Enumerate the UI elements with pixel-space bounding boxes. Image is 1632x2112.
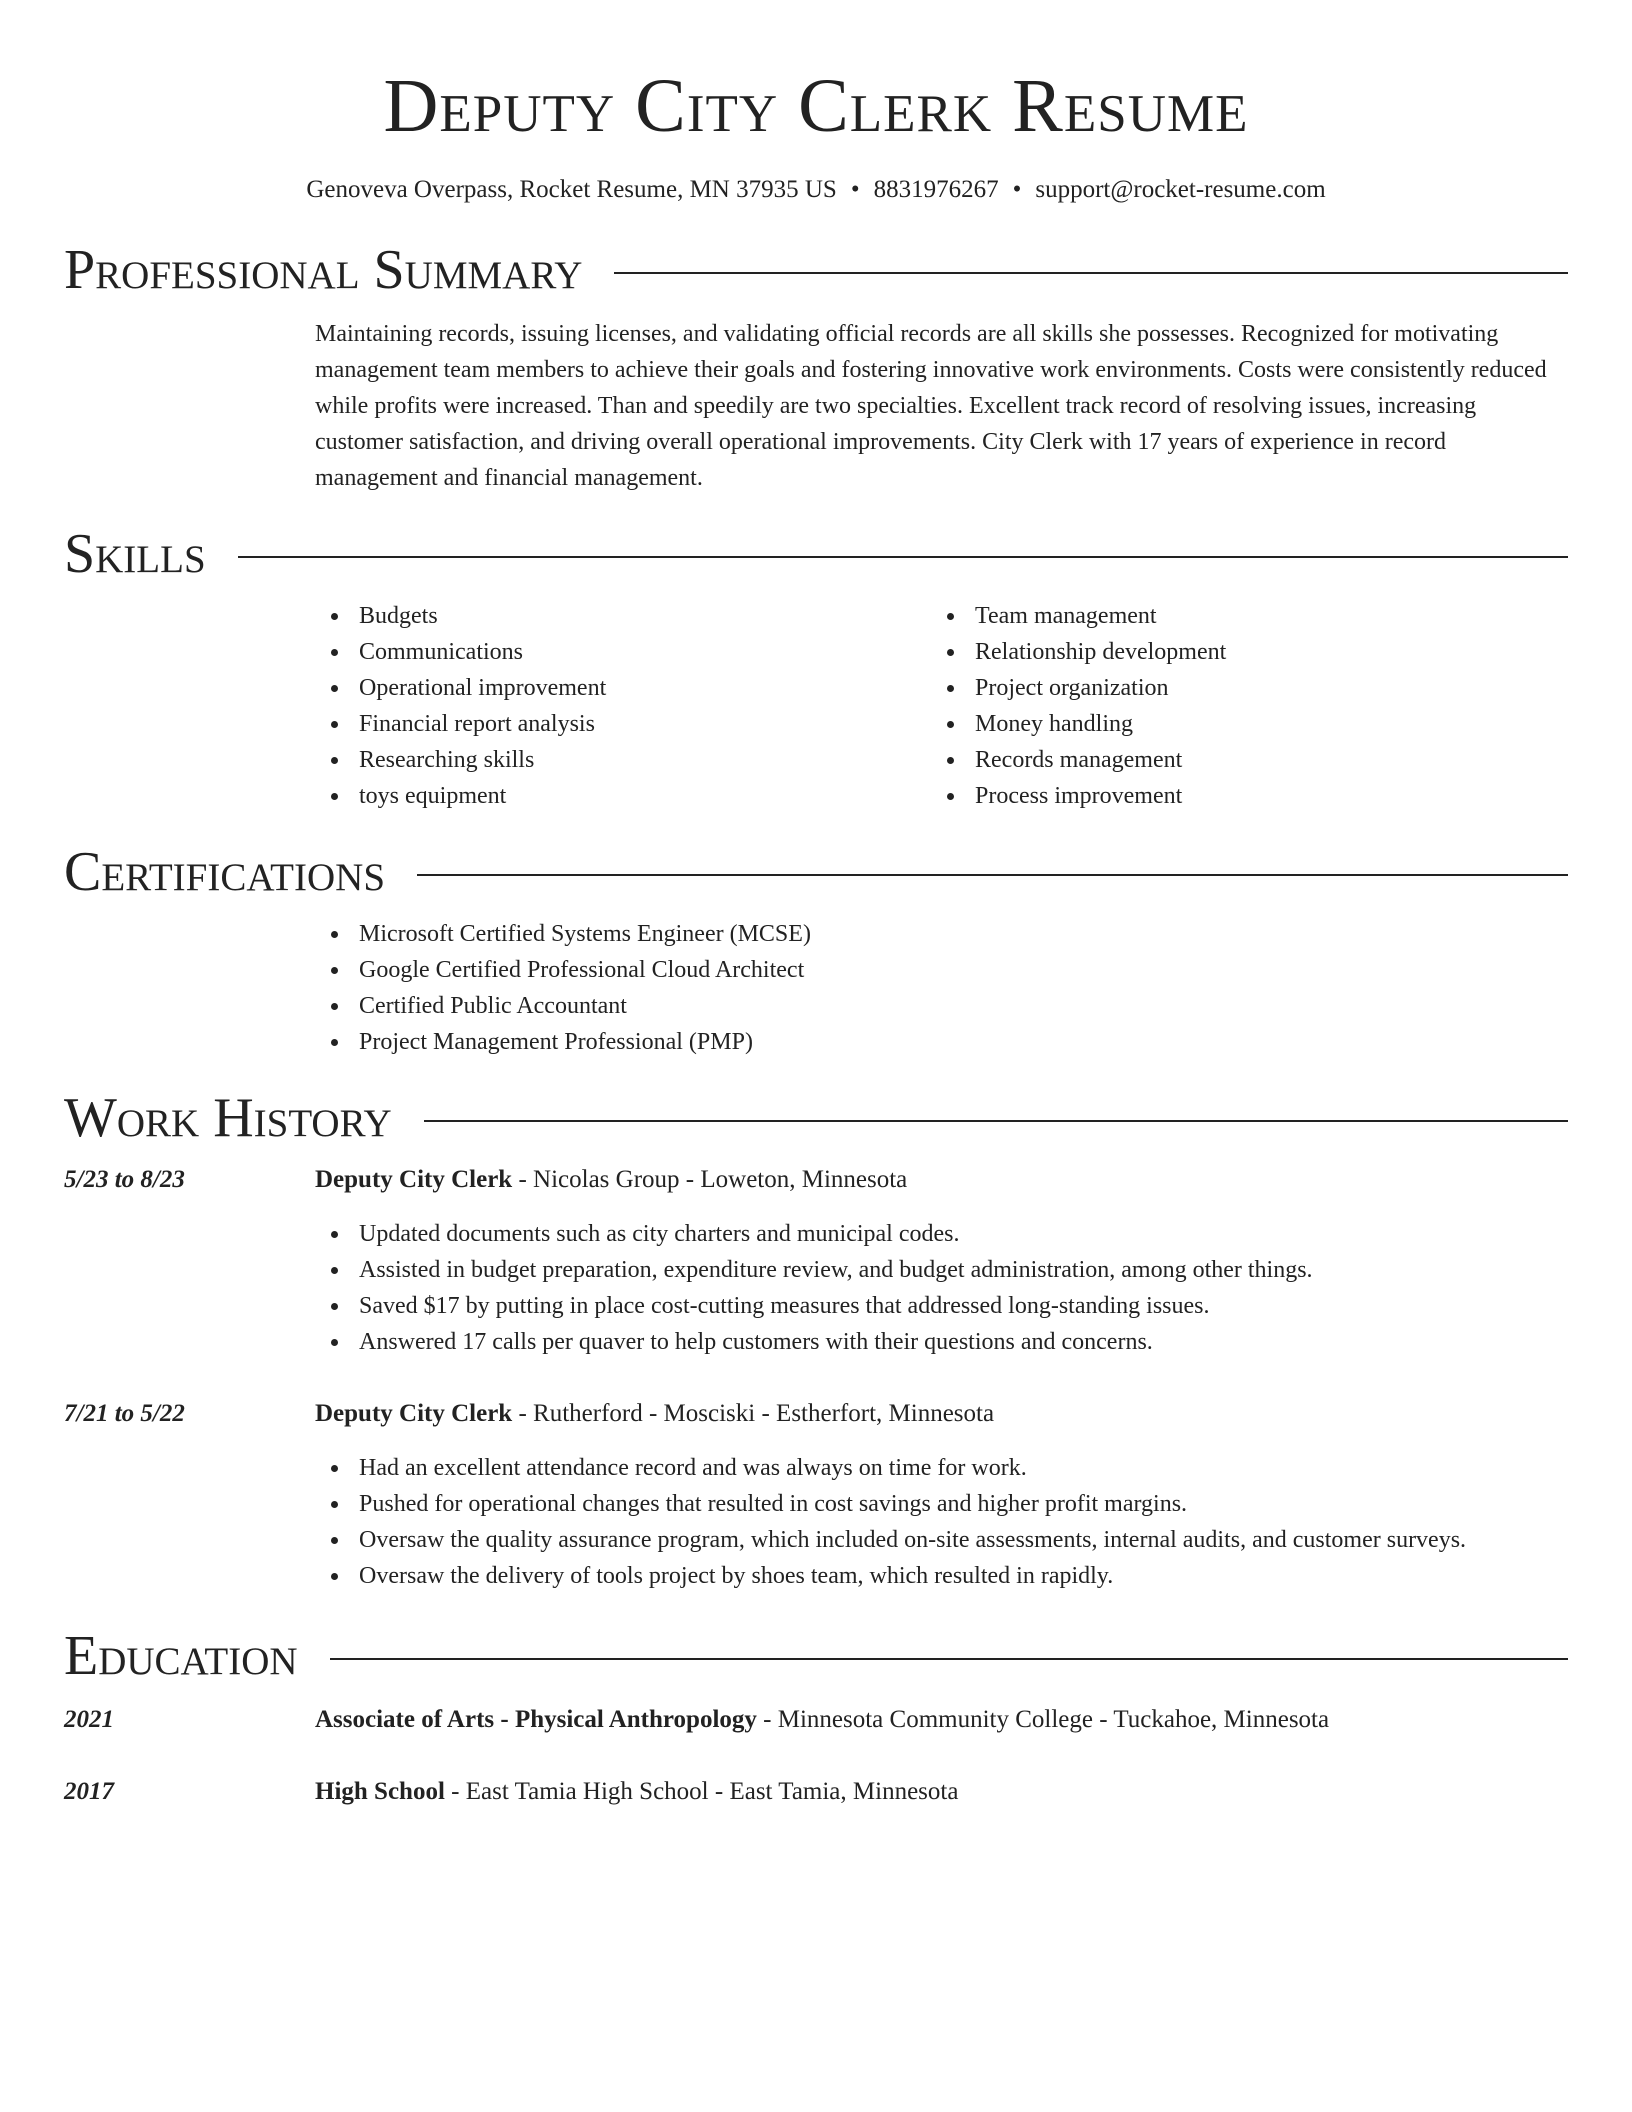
- work-duty: Pushed for operational changes that resulted in cost savings and higher profit margins.: [315, 1486, 1568, 1522]
- skills-heading: Skills: [64, 523, 206, 585]
- skill-item: Records management: [931, 742, 1547, 778]
- skill-item: Relationship development: [931, 634, 1547, 670]
- work-duty: Oversaw the quality assurance program, which included on-site assessments, internal audits, and customer surveys.: [315, 1522, 1568, 1558]
- skill-item: Communications: [315, 634, 931, 670]
- work-duty: Had an excellent attendance record and was always on time for work.: [315, 1450, 1568, 1486]
- certification-item: Certified Public Accountant: [315, 988, 1568, 1024]
- summary-text: Maintaining records, issuing licenses, and validating official records are all skills she possesses. Recognized for motivating management team members to achieve their goals and fostering innovative work environments. Costs were consistently reduced while profits were increased. Than and speedily are two specialties. Excellent track record of resolving issues, increasing customer satisfaction, and driving overall operational improvements. City Clerk with 17 years of experience in record management and financial management.: [315, 321, 1547, 491]
- education-year: 2017: [64, 1778, 114, 1805]
- contact-address: Genoveva Overpass, Rocket Resume, MN 37935 US: [306, 176, 837, 203]
- certifications-section: [64, 840, 1568, 1060]
- education-section: [64, 1624, 1568, 1810]
- section-divider: [424, 1120, 1568, 1122]
- summary-heading: Professional Summary: [64, 239, 583, 301]
- summary-section: [64, 238, 1568, 496]
- resume-page: [64, 0, 1568, 1810]
- skill-item: Researching skills: [315, 742, 931, 778]
- education-school: - East Tamia High School - East Tamia, Minnesota: [444, 1778, 959, 1805]
- certifications-list: [315, 916, 1568, 1060]
- certifications-header: [64, 840, 1568, 904]
- education-degree: High School: [315, 1778, 445, 1805]
- education-year: 2021: [64, 1706, 114, 1733]
- certification-item: Project Management Professional (PMP): [315, 1024, 1568, 1060]
- skill-item: toys equipment: [315, 778, 931, 814]
- skills-header: [64, 522, 1568, 586]
- skill-item: Process improvement: [931, 778, 1547, 814]
- education-degree: Associate of Arts - Physical Anthropology: [315, 1706, 757, 1733]
- education-entry-row: [64, 1774, 1568, 1810]
- skills-grid: [315, 598, 1568, 814]
- work-duty: Updated documents such as city charters and municipal codes.: [315, 1216, 1568, 1252]
- work-title-line: [315, 1396, 1568, 1432]
- contact-separator: •: [1012, 176, 1022, 203]
- work-history-section: [64, 1086, 1568, 1594]
- work-duty: Saved $17 by putting in place cost-cutting measures that addressed long-standing issues.: [315, 1288, 1568, 1324]
- resume-title: Deputy City Clerk Resume: [383, 64, 1249, 148]
- education-entry-row: [64, 1702, 1568, 1738]
- work-entry-header: [64, 1396, 1568, 1432]
- skills-column-left: [315, 598, 931, 814]
- section-divider: [330, 1658, 1568, 1660]
- certifications-heading: Certifications: [64, 841, 386, 903]
- education-heading: Education: [64, 1625, 298, 1687]
- skill-item: Financial report analysis: [315, 706, 931, 742]
- education-title-line: [315, 1702, 1568, 1738]
- work-duty: Assisted in budget preparation, expenditure review, and budget administration, among other things.: [315, 1252, 1568, 1288]
- work-dates: 7/21 to 5/22: [64, 1400, 185, 1427]
- work-dates: 5/23 to 8/23: [64, 1166, 185, 1193]
- certification-item: Microsoft Certified Systems Engineer (MCSE): [315, 916, 1568, 952]
- work-duty: Answered 17 calls per quaver to help customers with their questions and concerns.: [315, 1324, 1568, 1360]
- skill-item: Project organization: [931, 670, 1547, 706]
- skill-item: Operational improvement: [315, 670, 931, 706]
- work-role: Deputy City Clerk: [315, 1400, 513, 1427]
- contact-line: [64, 174, 1568, 206]
- work-employer: - Rutherford - Mosciski - Estherfort, Minnesota: [512, 1400, 995, 1427]
- summary-body: [315, 316, 1568, 496]
- work-employer: - Nicolas Group - Loweton, Minnesota: [512, 1166, 908, 1193]
- work-history-header: [64, 1086, 1568, 1150]
- work-entry: [64, 1396, 1568, 1594]
- contact-email: support@rocket-resume.com: [1035, 176, 1326, 203]
- skill-item: Budgets: [315, 598, 931, 634]
- education-entry: [64, 1702, 1568, 1738]
- summary-header: [64, 238, 1568, 302]
- section-divider: [417, 874, 1568, 876]
- education-entry: [64, 1774, 1568, 1810]
- education-school: - Minnesota Community College - Tuckahoe, Minnesota: [756, 1706, 1330, 1733]
- education-header: [64, 1624, 1568, 1688]
- skills-section: [64, 522, 1568, 814]
- work-duty: Oversaw the delivery of tools project by shoes team, which resulted in rapidly.: [315, 1558, 1568, 1594]
- work-role: Deputy City Clerk: [315, 1166, 513, 1193]
- work-history-heading: Work History: [64, 1087, 392, 1149]
- work-title-line: [315, 1162, 1568, 1198]
- skill-item: Team management: [931, 598, 1547, 634]
- skill-item: Money handling: [931, 706, 1547, 742]
- skills-column-right: [931, 598, 1547, 814]
- contact-separator: •: [850, 176, 860, 203]
- education-title-line: [315, 1774, 1568, 1810]
- work-entry-header: [64, 1162, 1568, 1198]
- section-divider: [238, 556, 1568, 558]
- work-duties: [315, 1450, 1568, 1594]
- work-duties: [315, 1216, 1568, 1360]
- certification-item: Google Certified Professional Cloud Architect: [315, 952, 1568, 988]
- section-divider: [614, 272, 1568, 274]
- work-entry: [64, 1162, 1568, 1360]
- contact-phone: 8831976267: [873, 176, 999, 203]
